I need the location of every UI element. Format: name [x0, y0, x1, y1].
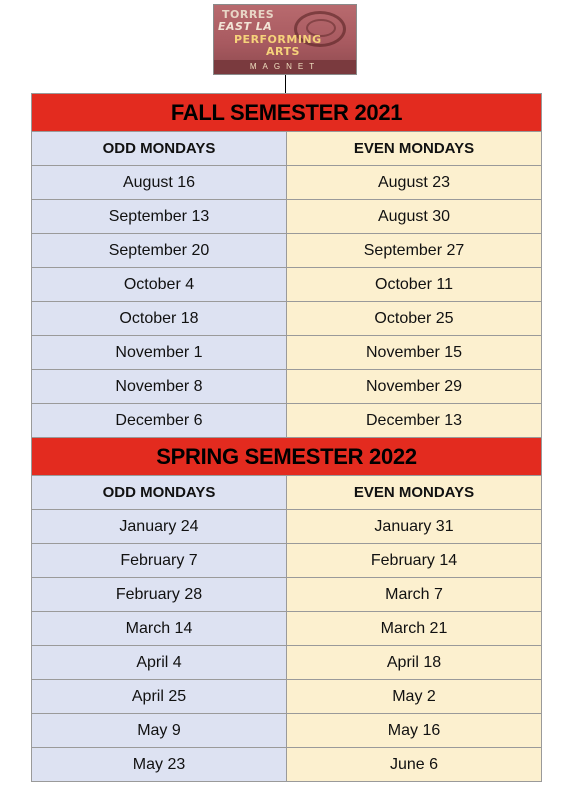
logo-line-magnet: MAGNET: [249, 62, 321, 71]
odd-monday-date: March 14: [32, 612, 287, 646]
table-row: [32, 370, 542, 404]
logo-line-east-la: EAST LA: [218, 20, 273, 33]
even-monday-date: January 31: [287, 510, 542, 544]
logo-line-torres: TORRES: [222, 8, 275, 21]
even-monday-date: May 2: [287, 680, 542, 714]
even-monday-date: March 21: [287, 612, 542, 646]
odd-mondays-header: ODD MONDAYS: [32, 132, 287, 166]
logo-line-arts: ARTS: [266, 45, 300, 58]
monday-schedule-table: [31, 93, 542, 782]
table-row: [32, 510, 542, 544]
odd-monday-date: September 20: [32, 234, 287, 268]
even-monday-date: November 29: [287, 370, 542, 404]
table-row: [32, 578, 542, 612]
even-monday-date: December 13: [287, 404, 542, 438]
table-row: [32, 612, 542, 646]
table-row: [32, 404, 542, 438]
odd-monday-date: February 28: [32, 578, 287, 612]
table-row: [32, 714, 542, 748]
even-monday-date: April 18: [287, 646, 542, 680]
odd-mondays-header: ODD MONDAYS: [32, 476, 287, 510]
odd-monday-date: February 7: [32, 544, 287, 578]
fall-semester-title: FALL SEMESTER 2021: [32, 94, 542, 132]
odd-monday-date: August 16: [32, 166, 287, 200]
odd-monday-date: April 25: [32, 680, 287, 714]
table-row: [32, 302, 542, 336]
table-row: [32, 646, 542, 680]
logo-connector-line: [285, 75, 286, 93]
table-row: [32, 166, 542, 200]
odd-monday-date: October 4: [32, 268, 287, 302]
odd-monday-date: October 18: [32, 302, 287, 336]
table-row: [32, 336, 542, 370]
table-row: [32, 544, 542, 578]
odd-monday-date: November 8: [32, 370, 287, 404]
even-mondays-header: EVEN MONDAYS: [287, 132, 542, 166]
fall-semester-header-row: [32, 94, 542, 132]
school-logo: [213, 4, 357, 75]
logo-magnet-band: [214, 60, 356, 74]
even-monday-date: May 16: [287, 714, 542, 748]
table-row: [32, 680, 542, 714]
even-monday-date: October 25: [287, 302, 542, 336]
even-mondays-header: EVEN MONDAYS: [287, 476, 542, 510]
even-monday-date: August 23: [287, 166, 542, 200]
spring-semester-header-row: [32, 438, 542, 476]
odd-monday-date: December 6: [32, 404, 287, 438]
table-row: [32, 234, 542, 268]
odd-monday-date: May 9: [32, 714, 287, 748]
odd-monday-date: November 1: [32, 336, 287, 370]
even-monday-date: February 14: [287, 544, 542, 578]
even-monday-date: October 11: [287, 268, 542, 302]
table-row: [32, 268, 542, 302]
logo-line-performing: PERFORMING: [234, 33, 322, 46]
odd-monday-date: May 23: [32, 748, 287, 782]
odd-monday-date: April 4: [32, 646, 287, 680]
even-monday-date: August 30: [287, 200, 542, 234]
table-row: [32, 200, 542, 234]
table-row: [32, 748, 542, 782]
even-monday-date: November 15: [287, 336, 542, 370]
spring-column-header-row: [32, 476, 542, 510]
even-monday-date: March 7: [287, 578, 542, 612]
spring-semester-title: SPRING SEMESTER 2022: [32, 438, 542, 476]
odd-monday-date: January 24: [32, 510, 287, 544]
odd-monday-date: September 13: [32, 200, 287, 234]
even-monday-date: September 27: [287, 234, 542, 268]
fall-column-header-row: [32, 132, 542, 166]
even-monday-date: June 6: [287, 748, 542, 782]
